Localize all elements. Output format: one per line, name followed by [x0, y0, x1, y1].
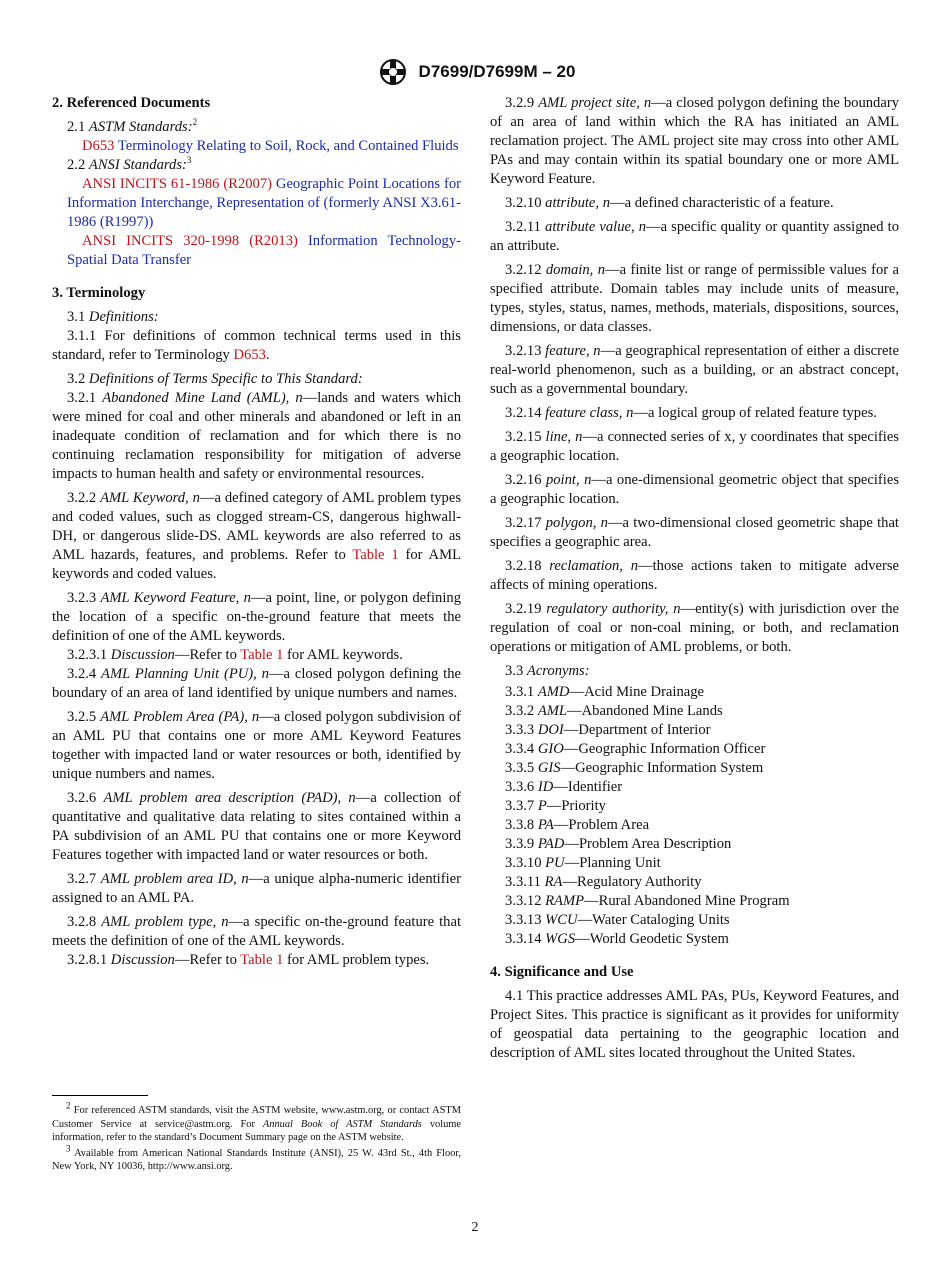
para-4-1: 4.1 This practice addresses AML PAs, PUs, Keyword Features, and Project Sites. This practice is significant as it provides for uniformity of geospatial data pertaining to the geographic location and description of AML sites located throughout the United States. — [490, 988, 899, 1061]
d653-link[interactable]: D653 — [233, 347, 266, 363]
designation: D7699/D7699M – 20 — [418, 62, 576, 81]
para-3-2-1: 3.2.1 Abandoned Mine Land (AML), n—lands and waters which were mined for coal and other minerals and abandoned or left in an inadequate condition of reclamation and for which there is no continuing reclamation responsibility for mitigation of adverse impacts to human health and safety or environmental resources. — [52, 390, 461, 482]
acronym-item: 3.3.2 AML—Abandoned Mine Lands — [505, 703, 723, 719]
reference-ansi-61: ANSI INCITS 61-1986 (R2007) Geographic Point Locations for Information Interchange, Representation of (formerly ANSI X3.61-1986 (R1997)) — [67, 176, 462, 230]
reference-ansi-320: ANSI INCITS 320-1998 (R2013) Information Technology-Spatial Data Transfer — [67, 233, 461, 268]
reference-d653: D653 Terminology Relating to Soil, Rock, and Contained Fluids — [82, 138, 459, 154]
para-3-2-7: 3.2.7 AML problem area ID, n—a unique alpha-numeric identifier assigned to an AML PA. — [52, 871, 461, 906]
para-3-2: 3.2 Definitions of Terms Specific to This Standard: — [67, 371, 363, 387]
para-3-2-15: 3.2.15 line, n—a connected series of x, y coordinates that specifies a geographic location. — [490, 429, 899, 464]
para-3-2-14: 3.2.14 feature class, n—a logical group of related feature types. — [505, 405, 877, 421]
para-3-2-12: 3.2.12 domain, n—a finite list or range of permissible values for a specified attribute. Domain tables may include units of measure, types, styles, status, names, methods, materials, dispositions, sources, dimensions, or data classes. — [490, 262, 899, 335]
footnotes — [52, 1100, 461, 1176]
acronym-item: 3.3.13 WCU—Water Cataloging Units — [505, 912, 730, 928]
table-1-link[interactable]: Table 1 — [352, 547, 399, 563]
para-3-2-16: 3.2.16 point, n—a one-dimensional geometric object that specifies a geographic location. — [490, 472, 899, 507]
page-number: 2 — [471, 1220, 479, 1235]
acronym-item: 3.3.11 RA—Regulatory Authority — [505, 874, 702, 890]
acronym-list — [490, 683, 899, 949]
acronym-item: 3.3.10 PU—Planning Unit — [505, 855, 661, 871]
para-2-1: 2.1 ASTM Standards:$^2$ — [67, 117, 198, 135]
table-1-link[interactable]: Table 1 — [240, 952, 284, 968]
acronym-item: 3.3.9 PAD—Problem Area Description — [505, 836, 732, 852]
section-2-heading: 2. Referenced Documents — [52, 95, 211, 111]
para-3-2-13: 3.2.13 feature, n—a geographical representation of either a discrete real-world phenomenon, such as a building, or an abstract concept, such as a governmental boundary. — [490, 343, 899, 397]
ref-code-link[interactable]: ANSI INCITS 61-1986 (R2007) — [82, 176, 273, 192]
acronym-item: 3.3.6 ID—Identifier — [505, 779, 623, 795]
ref-code-link[interactable]: D653 — [82, 138, 115, 154]
section-3-heading: 3. Terminology — [52, 285, 146, 301]
acronym-item: 3.3.5 GIS—Geographic Information System — [505, 760, 764, 776]
para-3-2-6: 3.2.6 AML problem area description (PAD), n—a collection of quantitative and qualitative data relating to sites contained within a PA subdivision of an AML PU that contains one or more Keyword Features together with impacted land or water resources or both. — [52, 790, 461, 863]
para-3-2-11: 3.2.11 attribute value, n—a specific quality or quantity assigned to an attribute. — [490, 219, 899, 254]
para-3-2-4: 3.2.4 AML Planning Unit (PU), n—a closed polygon defining the boundary of an area of land identified by unique numbers and names. — [52, 666, 462, 701]
para-3-2-8: 3.2.8 AML problem type, n—a specific on-the-ground feature that meets the definition of one of the AML keywords. — [52, 914, 461, 949]
acronym-item: 3.3.12 RAMP—Rural Abandoned Mine Program — [505, 893, 790, 909]
para-3-1: 3.1 Definitions: — [67, 309, 159, 325]
page-header — [0, 58, 950, 86]
para-3-3: 3.3 Acronyms: — [505, 663, 590, 679]
acronym-item: 3.3.7 P—Priority — [505, 798, 606, 814]
acronym-item: 3.3.14 WGS—World Geodetic System — [505, 931, 729, 947]
left-column — [52, 94, 461, 970]
para-3-2-9: 3.2.9 AML project site, n—a closed polygon defining the boundary of an area of land within which the RA has initiated an AML reclamation project. The AML project site may cross into other AML PAs and may contain within its spatial boundary one or more AML Keyword Feature. — [490, 95, 899, 187]
acronym-item: 3.3.8 PA—Problem Area — [505, 817, 650, 833]
table-1-link[interactable]: Table 1 — [240, 647, 284, 663]
acronym-item: 3.3.3 DOI—Department of Interior — [505, 722, 711, 738]
para-3-1-1: 3.1.1 For definitions of common technical terms used in this standard, refer to Terminology D653. — [52, 328, 461, 363]
section-4-heading: 4. Significance and Use — [490, 964, 634, 980]
para-3-2-18: 3.2.18 reclamation, n—those actions taken to mitigate adverse affects of mining operations. — [490, 558, 900, 593]
right-column — [490, 94, 899, 1063]
acronym-item: 3.3.1 AMD—Acid Mine Drainage — [505, 684, 705, 700]
para-3-2-3: 3.2.3 AML Keyword Feature, n—a point, line, or polygon defining the location of a specific on-the-ground feature that meets the definition of one of the AML keywords. — [52, 590, 461, 644]
astm-logo-icon — [375, 58, 411, 86]
para-3-2-10: 3.2.10 attribute, n—a defined characteristic of a feature. — [505, 195, 834, 211]
para-2-2: 2.2 ANSI Standards:$^3$ — [67, 155, 192, 173]
acronym-item: 3.3.4 GIO—Geographic Information Officer — [505, 741, 766, 757]
para-3-2-3-1: 3.2.3.1 Discussion—Refer to Table 1 for AML keywords. — [67, 647, 403, 663]
para-3-2-5: 3.2.5 AML Problem Area (PA), n—a closed polygon subdivision of an AML PU that contains one or more AML Keyword Features together with impacted land or water resources or both, identified by unique numbers and names. — [52, 709, 461, 782]
ref-code-link[interactable]: ANSI INCITS 320-1998 (R2013) — [82, 233, 298, 249]
para-3-2-17: 3.2.17 polygon, n—a two-dimensional closed geometric shape that specifies a geographic area. — [490, 515, 899, 550]
footnote-divider — [52, 1095, 148, 1096]
footnote-3: $^3$ Available from American National Standards Institute (ANSI), 25 W. 43rd St., 4th Floor, New York, NY 10036, http://www.ansi.org. — [52, 1143, 461, 1172]
para-3-2-8-1: 3.2.8.1 Discussion—Refer to Table 1 for AML problem types. — [67, 952, 430, 968]
para-3-2-19: 3.2.19 regulatory authority, n—entity(s) with jurisdiction over the regulation of coal or non-coal mining, or both, and reclamation operations or mitigation of AML problems, or both. — [490, 601, 899, 655]
footnote-2: $^2$ For referenced ASTM standards, visit the ASTM website, www.astm.org, or contact ASTM Customer Service at service@astm.org. For Annual Book of ASTM Standards volume information, refer to the standard’s Document Summary page on the ASTM website. — [52, 1100, 461, 1143]
para-3-2-2: 3.2.2 AML Keyword, n—a defined category of AML problem types and coded values, such as clogged stream-CS, dangerous highwall-DH, or dangerous slide-DS. AML keywords are also referred to as AML hazards, features, and problems. Refer to Table 1 for AML keywords and coded values. — [52, 490, 462, 582]
